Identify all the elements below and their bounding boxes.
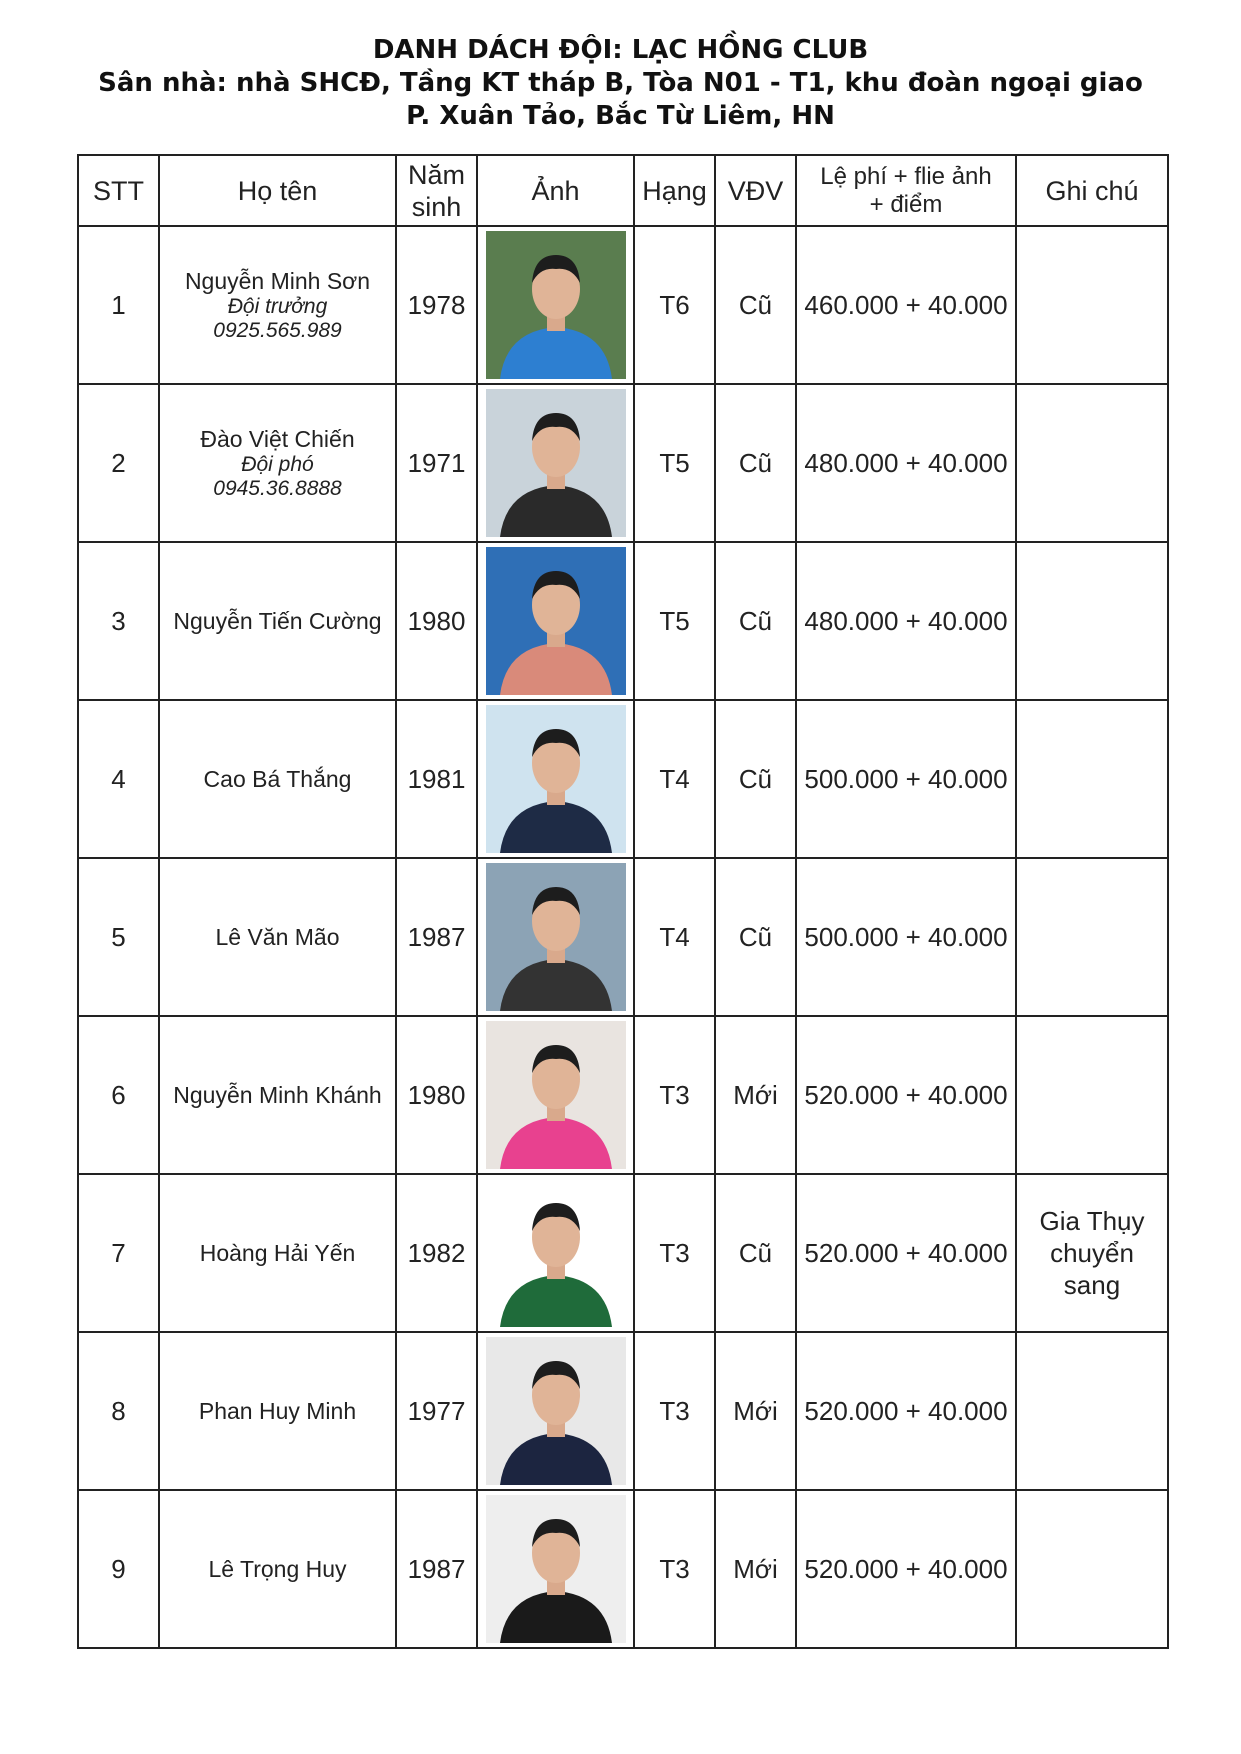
row-birth-year: 1987: [396, 1490, 477, 1648]
player-name: Nguyễn Tiến Cường: [173, 607, 382, 634]
row-rank: T3: [634, 1174, 715, 1332]
row-photo-cell: [477, 1490, 634, 1648]
table-row: [78, 700, 1168, 858]
column-header-fee-line1: Lệ phí + flie ảnh: [820, 162, 992, 190]
row-rank: T4: [634, 858, 715, 1016]
player-photo: [486, 1337, 626, 1485]
row-stt: 8: [78, 1332, 159, 1490]
player-photo: [486, 1179, 626, 1327]
row-photo-cell: [477, 700, 634, 858]
column-header-rank: Hạng: [634, 155, 715, 226]
row-fee: 500.000 + 40.000: [796, 700, 1016, 858]
row-status: Cũ: [715, 858, 796, 1016]
row-rank: T3: [634, 1490, 715, 1648]
table-row: [78, 226, 1168, 384]
row-note: [1016, 542, 1168, 700]
home-venue: Sân nhà: nhà SHCĐ, Tầng KT tháp B, Tòa N01 - T1, khu đoàn ngoại giao: [98, 68, 1143, 98]
row-stt: 6: [78, 1016, 159, 1174]
player-name: Lê Văn Mão: [215, 923, 340, 950]
row-birth-year: 1980: [396, 1016, 477, 1174]
table-row: [78, 1016, 1168, 1174]
row-fee: 500.000 + 40.000: [796, 858, 1016, 1016]
player-phone: 0945.36.8888: [213, 476, 342, 500]
note-line: sang: [1063, 1270, 1121, 1300]
team-title: DANH DÁCH ĐỘI: LẠC HỒNG CLUB: [372, 35, 869, 65]
row-photo-cell: [477, 384, 634, 542]
player-name: Nguyễn Minh Khánh: [173, 1081, 382, 1108]
row-status: Mới: [715, 1332, 796, 1490]
row-rank: T4: [634, 700, 715, 858]
player-photo: [486, 547, 626, 695]
row-rank: T5: [634, 384, 715, 542]
document-header: [0, 34, 1241, 133]
row-note: [1016, 858, 1168, 1016]
table-row: [78, 858, 1168, 1016]
row-status: Mới: [715, 1016, 796, 1174]
row-status: Mới: [715, 1490, 796, 1648]
player-role: Đội trưởng: [227, 294, 328, 318]
row-note: [1016, 700, 1168, 858]
row-name-cell: [159, 542, 396, 700]
row-photo-cell: [477, 1174, 634, 1332]
row-note: [1016, 1016, 1168, 1174]
table-row: [78, 1174, 1168, 1332]
row-birth-year: 1981: [396, 700, 477, 858]
row-photo-cell: [477, 1016, 634, 1174]
row-note: [1016, 1174, 1168, 1332]
venue-address: P. Xuân Tảo, Bắc Từ Liêm, HN: [406, 101, 835, 131]
row-status: Cũ: [715, 226, 796, 384]
row-fee: 480.000 + 40.000: [796, 384, 1016, 542]
row-birth-year: 1982: [396, 1174, 477, 1332]
row-photo-cell: [477, 1332, 634, 1490]
column-header-fee: [796, 155, 1016, 226]
table-header-row: [78, 155, 1168, 226]
player-name: Hoàng Hải Yến: [199, 1239, 356, 1266]
row-fee: 520.000 + 40.000: [796, 1016, 1016, 1174]
player-name: Nguyễn Minh Sơn: [184, 267, 371, 294]
row-birth-year: 1971: [396, 384, 477, 542]
column-header-note: Ghi chú: [1016, 155, 1168, 226]
row-birth-year: 1977: [396, 1332, 477, 1490]
player-photo: [486, 863, 626, 1011]
column-header-year: [396, 155, 477, 226]
player-photo: [486, 389, 626, 537]
row-fee: 520.000 + 40.000: [796, 1332, 1016, 1490]
row-status: Cũ: [715, 384, 796, 542]
row-name-cell: [159, 226, 396, 384]
row-photo-cell: [477, 858, 634, 1016]
row-rank: T3: [634, 1332, 715, 1490]
row-name-cell: [159, 1490, 396, 1648]
row-status: Cũ: [715, 700, 796, 858]
column-header-stt: STT: [78, 155, 159, 226]
column-header-name: Họ tên: [159, 155, 396, 226]
team-roster-table: [77, 154, 1169, 1649]
column-header-year-line1: Năm: [407, 159, 465, 190]
row-stt: 5: [78, 858, 159, 1016]
row-note: [1016, 1332, 1168, 1490]
note-line: Gia Thụy: [1039, 1206, 1145, 1236]
player-phone: 0925.565.989: [213, 318, 342, 342]
row-birth-year: 1978: [396, 226, 477, 384]
row-stt: 3: [78, 542, 159, 700]
table-row: [78, 384, 1168, 542]
player-name: Phan Huy Minh: [198, 1397, 357, 1424]
player-photo: [486, 1495, 626, 1643]
row-note: [1016, 384, 1168, 542]
row-stt: 9: [78, 1490, 159, 1648]
row-note: [1016, 1490, 1168, 1648]
player-photo: [486, 231, 626, 379]
row-name-cell: [159, 1174, 396, 1332]
column-header-year-line2: sinh: [411, 191, 462, 222]
table-row: [78, 1490, 1168, 1648]
row-fee: 460.000 + 40.000: [796, 226, 1016, 384]
row-fee: 480.000 + 40.000: [796, 542, 1016, 700]
row-note: [1016, 226, 1168, 384]
row-name-cell: [159, 1332, 396, 1490]
row-status: Cũ: [715, 1174, 796, 1332]
row-stt: 7: [78, 1174, 159, 1332]
row-name-cell: [159, 384, 396, 542]
player-name: Đào Việt Chiến: [200, 425, 355, 452]
row-fee: 520.000 + 40.000: [796, 1490, 1016, 1648]
table-row: [78, 1332, 1168, 1490]
player-name: Lê Trọng Huy: [208, 1555, 347, 1582]
row-rank: T5: [634, 542, 715, 700]
row-rank: T3: [634, 1016, 715, 1174]
row-rank: T6: [634, 226, 715, 384]
column-header-status: VĐV: [715, 155, 796, 226]
note-line: chuyển: [1050, 1238, 1134, 1268]
column-header-photo: Ảnh: [477, 155, 634, 226]
row-photo-cell: [477, 542, 634, 700]
player-role: Đội phó: [241, 452, 314, 476]
player-photo: [486, 1021, 626, 1169]
row-stt: 1: [78, 226, 159, 384]
row-name-cell: [159, 858, 396, 1016]
row-stt: 2: [78, 384, 159, 542]
row-name-cell: [159, 1016, 396, 1174]
row-birth-year: 1987: [396, 858, 477, 1016]
row-birth-year: 1980: [396, 542, 477, 700]
row-name-cell: [159, 700, 396, 858]
table-row: [78, 542, 1168, 700]
player-photo: [486, 705, 626, 853]
roster-body: [78, 226, 1168, 1648]
row-fee: 520.000 + 40.000: [796, 1174, 1016, 1332]
row-photo-cell: [477, 226, 634, 384]
row-stt: 4: [78, 700, 159, 858]
player-name: Cao Bá Thắng: [203, 765, 352, 792]
row-status: Cũ: [715, 542, 796, 700]
column-header-fee-line2: + điểm: [869, 190, 943, 218]
